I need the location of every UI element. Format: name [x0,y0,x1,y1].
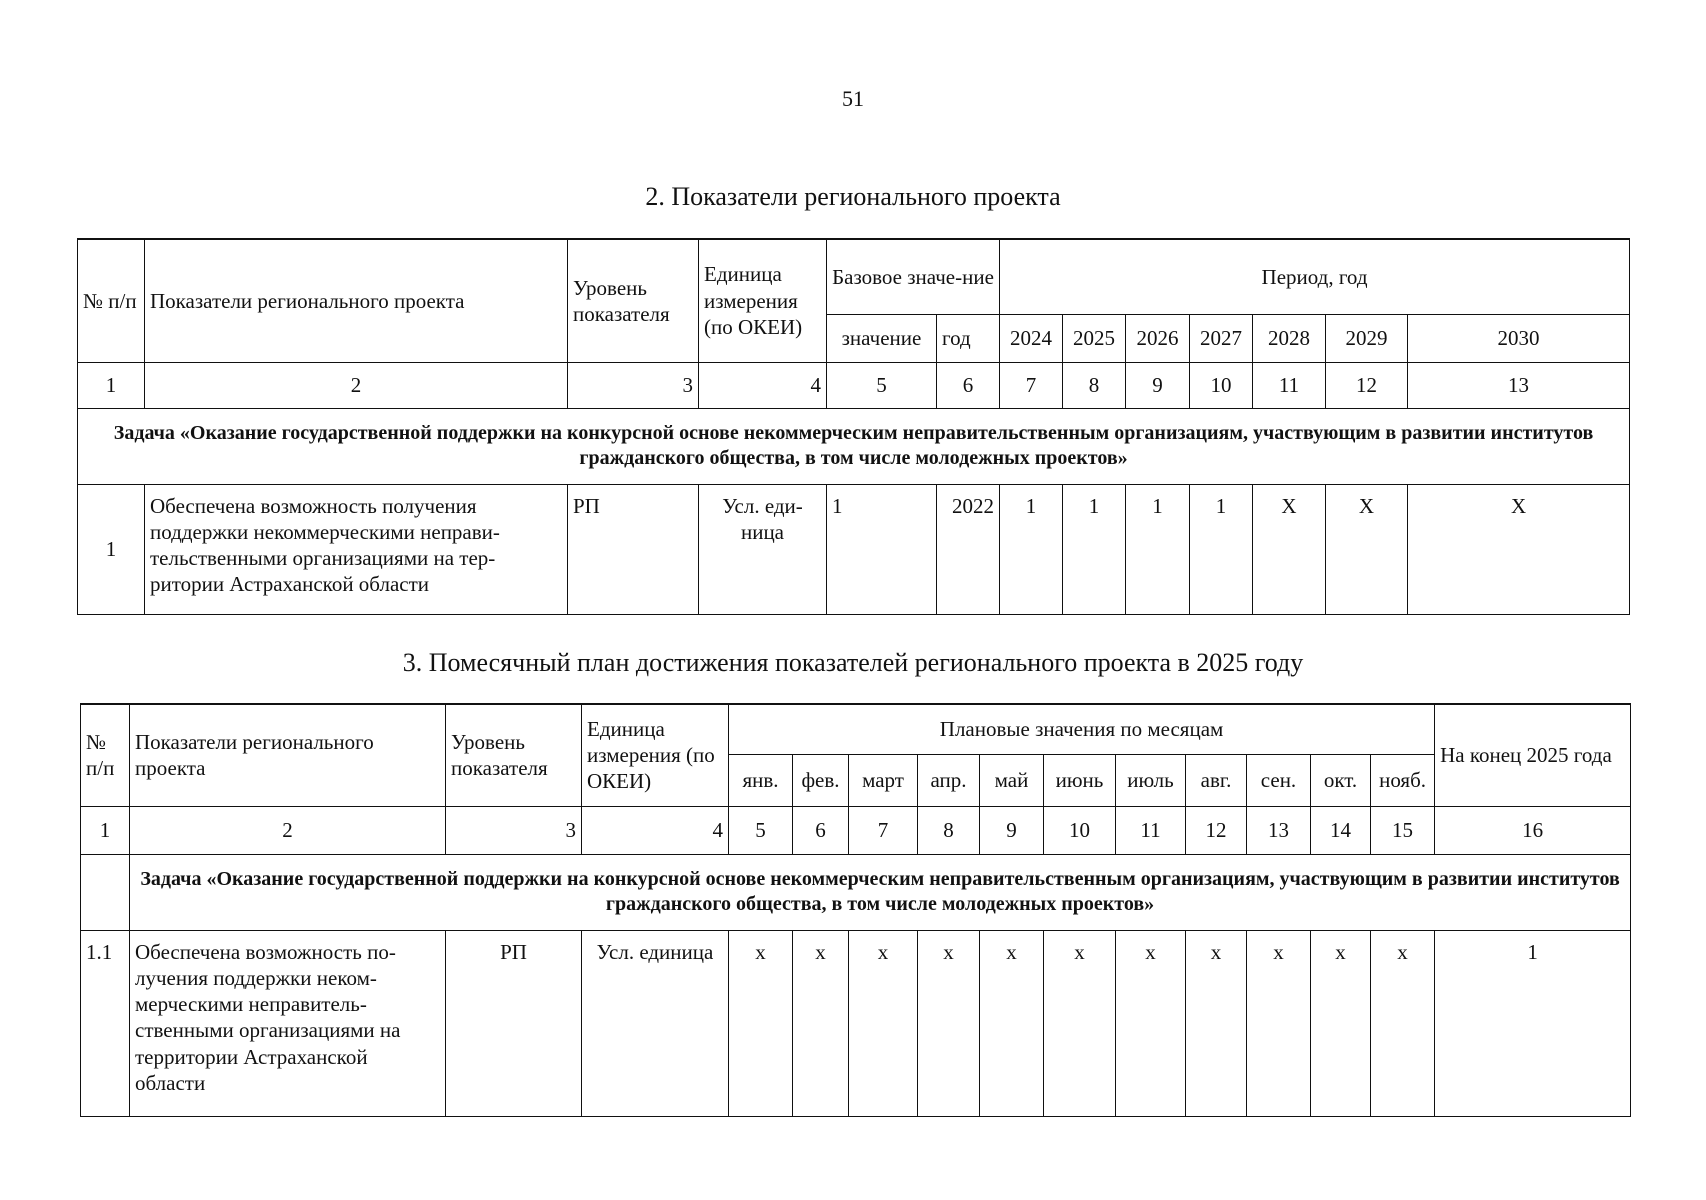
header-month: июнь [1044,754,1116,806]
header-num: № п/п [81,704,130,806]
indicators-table [77,238,1630,615]
row-value-2024: 1 [1000,484,1063,614]
row-value-2026: 1 [1126,484,1190,614]
header-month: авг. [1186,754,1247,806]
header-month: нояб. [1371,754,1435,806]
header-year-2027: 2027 [1190,314,1253,362]
row-num: 1 [78,484,145,614]
header-indicator: Показатели регионального проекта [145,239,568,362]
column-number: 14 [1311,806,1371,854]
header-month: окт. [1311,754,1371,806]
column-number: 11 [1253,362,1326,408]
row-value-2030: X [1408,484,1630,614]
column-number: 7 [849,806,918,854]
row-month-value: х [1371,930,1435,1116]
column-number: 10 [1044,806,1116,854]
header-monthly: Плановые значения по месяцам [729,704,1435,754]
monthly-plan-table [80,703,1631,1117]
row-month-value: х [729,930,793,1116]
section-3-title: 3. Помесячный план достижения показателей регионального проекта в 2025 году [402,648,1304,677]
column-number: 13 [1408,362,1630,408]
row-month-value: х [980,930,1044,1116]
row-unit: Усл. еди-ница [699,484,827,614]
row-month-value: х [849,930,918,1116]
header-year-2030: 2030 [1408,314,1630,362]
task-row: Задача «Оказание государственной поддержки на конкурсной основе некоммерческим неправительственным организациям, участвующим в развитии институтов гражданского общества, в том числе молодежных проектов» [78,408,1630,484]
header-indicator: Показатели регионального проекта [130,704,446,806]
header-level: Уровень показателя [446,704,582,806]
row-end-value: 1 [1435,930,1631,1116]
row-value-2027: 1 [1190,484,1253,614]
row-value-2029: X [1326,484,1408,614]
column-number: 2 [145,362,568,408]
header-year-2028: 2028 [1253,314,1326,362]
header-month: июль [1116,754,1186,806]
table-row [78,484,1630,614]
row-value-2025: 1 [1063,484,1126,614]
column-number: 1 [81,806,130,854]
column-number: 3 [568,362,699,408]
column-number: 10 [1190,362,1253,408]
row-indicator: Обеспечена возможность по-лучения поддержки неком-мерческими неправитель-ственными организациями на территории Астраханской области [130,930,446,1116]
column-number: 6 [937,362,1000,408]
task-row-num-cell [81,854,130,930]
header-end-of-year: На конец 2025 года [1435,704,1631,806]
header-month: фев. [793,754,849,806]
header-year-2029: 2029 [1326,314,1408,362]
column-number: 12 [1326,362,1408,408]
row-indicator: Обеспечена возможность получения поддержки некоммерческими неправи-тельственными организациями на тер-ритории Астраханской области [145,484,568,614]
row-level: РП [446,930,582,1116]
row-month-value: х [1311,930,1371,1116]
table-row [81,930,1631,1116]
row-month-value: х [1186,930,1247,1116]
header-unit: Единица измерения (по ОКЕИ) [582,704,729,806]
section-2-title: 2. Показатели регионального проекта [645,182,1061,211]
header-month: янв. [729,754,793,806]
column-number: 1 [78,362,145,408]
header-level: Уровень показателя [568,239,699,362]
header-year-2025: 2025 [1063,314,1126,362]
column-number: 2 [130,806,446,854]
header-month: сен. [1247,754,1311,806]
column-number: 16 [1435,806,1631,854]
column-number: 4 [699,362,827,408]
row-month-value: х [1247,930,1311,1116]
row-base-year: 2022 [937,484,1000,614]
column-number: 5 [729,806,793,854]
header-month: март [849,754,918,806]
header-value: значение [827,314,937,362]
column-number: 8 [1063,362,1126,408]
header-period: Период, год [1000,239,1630,314]
header-base: Базовое значе-ние [827,239,1000,314]
header-month: май [980,754,1044,806]
column-number: 3 [446,806,582,854]
column-number: 13 [1247,806,1311,854]
row-unit: Усл. единица [582,930,729,1116]
row-level: РП [568,484,699,614]
row-base-value: 1 [827,484,937,614]
column-number: 6 [793,806,849,854]
column-number: 15 [1371,806,1435,854]
column-number: 4 [582,806,729,854]
header-num: № п/п [78,239,145,362]
column-number-row [81,806,1631,854]
header-unit: Единица измерения (по ОКЕИ) [699,239,827,362]
row-month-value: х [918,930,980,1116]
row-month-value: х [1044,930,1116,1116]
row-num: 1.1 [81,930,130,1116]
header-month: апр. [918,754,980,806]
header-year-2024: 2024 [1000,314,1063,362]
column-number: 9 [1126,362,1190,408]
header-year-2026: 2026 [1126,314,1190,362]
task-row: Задача «Оказание государственной поддержки на конкурсной основе некоммерческим неправительственным организациям, участвующим в развитии институтов гражданского общества, в том числе молодежных проектов» [130,854,1631,930]
row-month-value: х [793,930,849,1116]
row-month-value: х [1116,930,1186,1116]
column-number-row [78,362,1630,408]
column-number: 11 [1116,806,1186,854]
column-number: 8 [918,806,980,854]
column-number: 12 [1186,806,1247,854]
page-number: 51 [842,86,864,111]
column-number: 7 [1000,362,1063,408]
row-value-2028: X [1253,484,1326,614]
header-year: год [937,314,1000,362]
column-number: 9 [980,806,1044,854]
column-number: 5 [827,362,937,408]
